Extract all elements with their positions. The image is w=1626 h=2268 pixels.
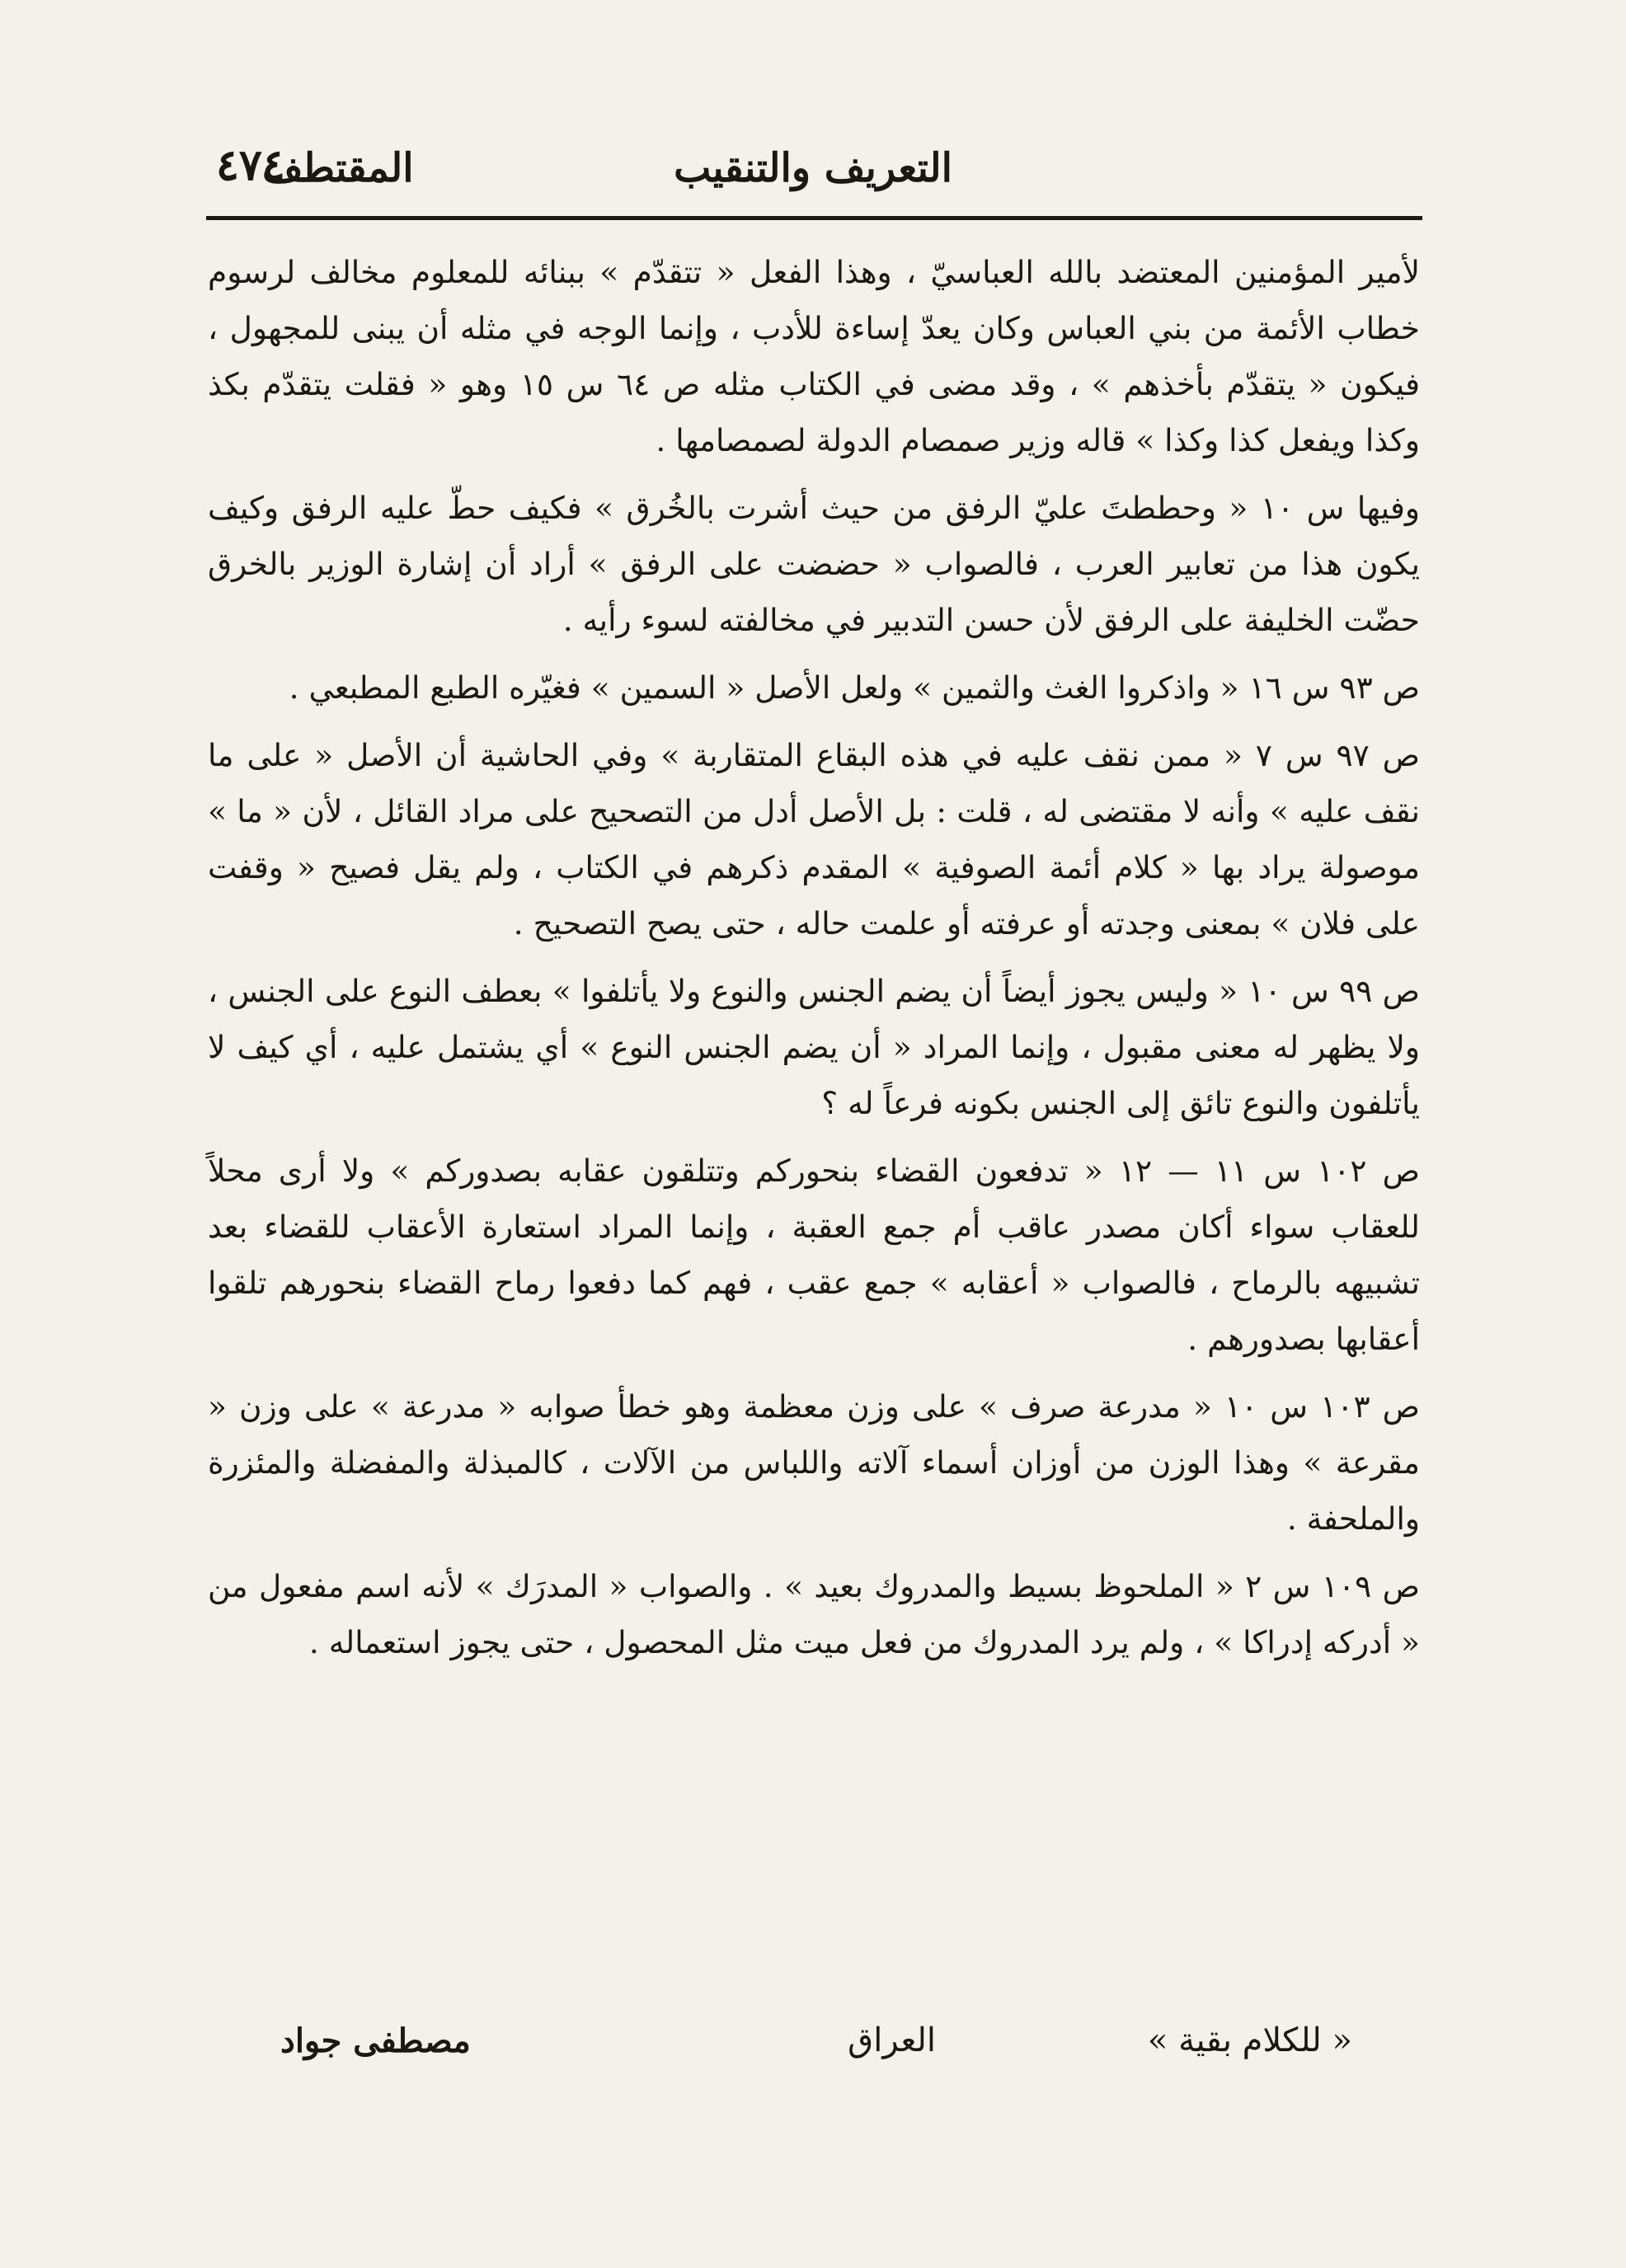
page-number: ٤٧٤ [216, 140, 285, 190]
paragraph-6: ص ١٠٢ س ١١ — ١٢ « تدفعون القضاء بنحوركم وتتلقون عقابه بصدوركم » ولا أرى محلاً للعقاب سواء أكان مصدر عاقب أم جمع العقبة ، وإنما المراد استعارة الأعقاب للقضاء بعد تشبيهه بالرماح ، فالصواب « أعقابه » جمع عقب ، فهم كما دفعوا رماح القضاء بنحورهم تلقوا أعقابها بصدورهم . [208, 1153, 1420, 1357]
author-signature: مصطفى جواد [280, 2021, 471, 2060]
header-rule [206, 216, 1422, 220]
paragraph-8: ص ١٠٩ س ٢ « الملحوظ بسيط والمدروك بعيد » . والصواب « المدرَك » لأنه اسم مفعول من « أدركه إدراكا » ، ولم يرد المدروك من فعل ميت مثل المحصول ، حتى يجوز استعماله . [208, 1568, 1420, 1660]
article-body [208, 244, 1420, 1682]
paragraph-4: ص ٩٧ س ٧ « ممن نقف عليه في هذه البقاع المتقاربة » وفي الحاشية أن الأصل « على ما نقف عليه » وأنه لا مقتضى له ، قلت : بل الأصل أدل من التصحيح على مراد القائل ، لأن « ما » موصولة يراد بها « كلام أئمة الصوفية » المقدم ذكرهم في الكتاب ، ولم يقل فصيح « وقفت على فلان » بمعنى وجدته أو عرفته أو علمت حاله ، حتى يصح التصحيح . [208, 737, 1420, 941]
place-name: العراق [848, 2021, 936, 2059]
article-footer [280, 2021, 1352, 2079]
paragraph-1: لأمير المؤمنين المعتضد بالله العباسيّ ، وهذا الفعل « تتقدّم » ببنائه للمعلوم مخالف لرسوم خطاب الأئمة من بني العباس وكان يعدّ إساءة للأدب ، وإنما الوجه في مثله أن يبنى للمجهول ، فيكون « يتقدّم بأخذهم » ، وقد مضى في الكتاب مثله ص ٦٤ س ١٥ وهو « فقلت يتقدّم بكذ وكذا ويفعل كذا وكذا » قاله وزير صمصام الدولة لصمصامها . [208, 254, 1420, 458]
paragraph-7: ص ١٠٣ س ١٠ « مدرعة صرف » على وزن معظمة وهو خطأ صوابه « مدرعة » على وزن « مقرعة » وهذا الوزن من أوزان أسماء آلاته واللباس من الآلات ، كالمبذلة والمفضلة والمئزرة والملحفة . [208, 1388, 1420, 1537]
paragraph-2: وفيها س ١٠ « وحططتَ عليّ الرفق من حيث أشرت بالخُرق » فكيف حطّ عليه الرفق وكيف يكون هذا من تعابير العرب ، فالصواب « حضضت على الرفق » أراد أن إشارة الوزير بالخرق حضّت الخليفة على الرفق لأن حسن التدبير في مخالفته لسوء رأيه . [208, 490, 1420, 638]
paragraph-5: ص ٩٩ س ١٠ « وليس يجوز أيضاً أن يضم الجنس والنوع ولا يأتلفوا » بعطف النوع على الجنس ، ولا يظهر له معنى مقبول ، وإنما المراد « أن يضم الجنس النوع » أي يشتمل عليه ، أي كيف لا يأتلفون والنوع تائق إلى الجنس بكونه فرعاً له ؟ [208, 973, 1420, 1121]
paragraph-3: ص ٩٣ س ١٦ « واذكروا الغث والثمين » ولعل الأصل « السمين » فغيّره الطبع المطبعي . [289, 669, 1420, 706]
continued-note: « للكلام بقية » [1147, 2021, 1352, 2059]
journal-name: المقتطف [262, 145, 414, 191]
running-title: التعريف والتنقيب [674, 145, 952, 191]
